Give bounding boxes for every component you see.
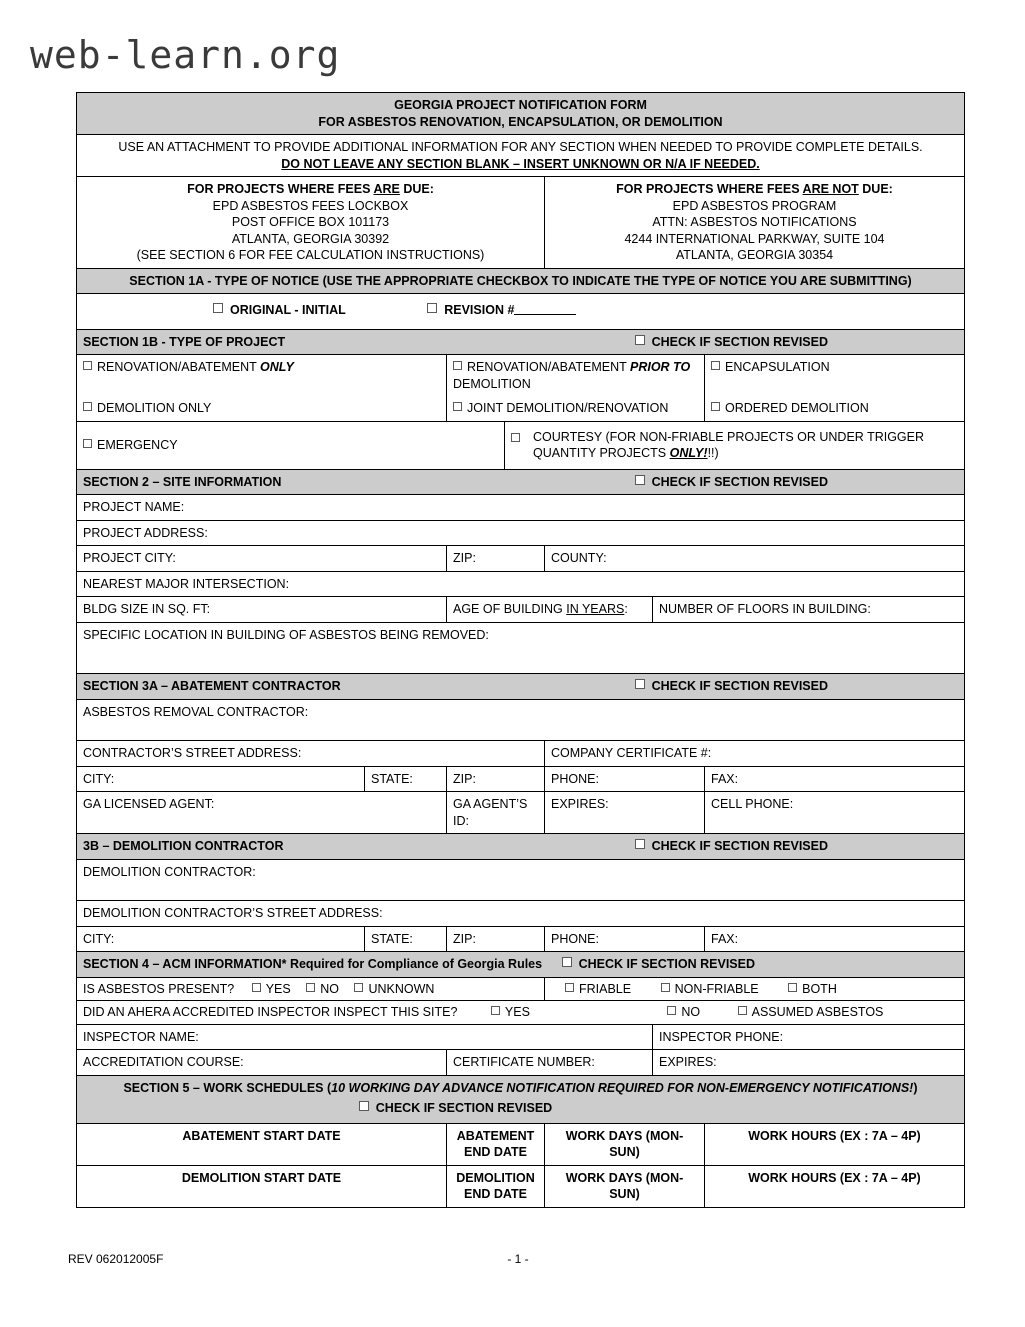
checkbox-icon[interactable] xyxy=(661,983,670,992)
fees-not-due-line-4: ATLANTA, GEORGIA 30354 xyxy=(675,248,834,262)
accreditation-expires-label: EXPIRES: xyxy=(659,1055,717,1069)
asbestos-present-option-no[interactable] xyxy=(306,982,339,996)
title-line-1: GEORGIA PROJECT NOTIFICATION FORM xyxy=(394,98,647,112)
option-renovation-only[interactable] xyxy=(77,355,447,397)
fees-not-due-heading-underlined: ARE NOT xyxy=(802,182,859,196)
abatement-work-hours-label: WORK HOURS (EX : 7A – 4P) xyxy=(748,1128,921,1143)
section-3a-heading xyxy=(77,674,965,700)
project-address-field[interactable] xyxy=(77,520,965,546)
fees-not-due-heading-pre: FOR PROJECTS WHERE FEES xyxy=(616,182,803,196)
section-1b-heading-row xyxy=(77,329,965,355)
contractor-fax-label: FAX: xyxy=(711,771,739,786)
project-name-label: PROJECT NAME: xyxy=(83,500,185,514)
section-3a-revised-label: CHECK IF SECTION REVISED xyxy=(651,679,828,693)
ga-agent-id-field[interactable] xyxy=(447,792,545,834)
demolition-contractor-row xyxy=(77,859,965,901)
demolition-phone-label: PHONE: xyxy=(551,931,599,946)
option-courtesy[interactable] xyxy=(505,421,965,469)
demolition-zip-label: ZIP: xyxy=(453,931,476,946)
section-3b-revised-label: CHECK IF SECTION REVISED xyxy=(651,839,828,853)
certificate-number-field[interactable] xyxy=(447,1050,653,1076)
ga-agent-row xyxy=(77,792,965,834)
project-county-field[interactable] xyxy=(545,546,965,572)
option-courtesy-line-2-post: !!) xyxy=(707,446,719,460)
checkbox-icon[interactable] xyxy=(738,1006,747,1015)
fees-due-line-1: EPD ASBESTOS FEES LOCKBOX xyxy=(212,198,409,213)
demolition-start-date-cell[interactable] xyxy=(77,1165,447,1207)
checkbox-icon[interactable] xyxy=(83,439,92,448)
section-1a-heading-row xyxy=(77,268,965,294)
contractor-city-label: CITY: xyxy=(83,771,115,786)
inspector-phone-field[interactable] xyxy=(653,1024,965,1050)
contractor-fax-field[interactable] xyxy=(705,766,965,792)
ga-agent-expires-label: EXPIRES: xyxy=(551,797,609,811)
ahera-option-assumed-label: ASSUMED ASBESTOS xyxy=(751,1005,884,1019)
checkbox-icon[interactable] xyxy=(252,983,261,992)
section-2-heading-row xyxy=(77,469,965,495)
schedule-row-abatement xyxy=(77,1123,965,1165)
ga-licensed-agent-field[interactable] xyxy=(77,792,447,834)
option-courtesy-line-2-pre: QUANTITY PROJECTS xyxy=(533,446,670,460)
inspector-phone-label: INSPECTOR PHONE: xyxy=(659,1029,784,1044)
project-city-field[interactable] xyxy=(77,546,447,572)
section-1b-options-row-1 xyxy=(77,355,965,397)
accreditation-course-label: ACCREDITATION COURSE: xyxy=(83,1055,244,1069)
demolition-city-field[interactable] xyxy=(77,926,365,952)
demolition-zip-field[interactable] xyxy=(447,926,545,952)
option-original-initial[interactable] xyxy=(213,302,346,319)
removal-contractor-field[interactable] xyxy=(77,699,965,741)
checkbox-icon[interactable] xyxy=(711,361,720,370)
fees-due-line-2: POST OFFICE BOX 101173 xyxy=(231,215,390,229)
contractor-state-label: STATE: xyxy=(371,771,413,786)
specific-location-field[interactable] xyxy=(77,622,965,674)
option-renovation-prior-post: DEMOLITION xyxy=(453,376,531,391)
section-5-heading-post: ) xyxy=(913,1080,918,1095)
option-revision-label: REVISION # xyxy=(444,303,515,317)
option-courtesy-emphasis: ONLY! xyxy=(669,446,708,460)
demolition-work-hours-label: WORK HOURS (EX : 7A – 4P) xyxy=(748,1170,921,1185)
section-5-heading-pre: SECTION 5 – WORK SCHEDULES ( xyxy=(123,1080,332,1095)
nearest-intersection-field[interactable] xyxy=(77,571,965,597)
option-renovation-prior-to-demolition[interactable] xyxy=(447,355,705,397)
option-renovation-prior-label: RENOVATION/ABATEMENT xyxy=(467,360,630,374)
nearest-intersection-label: NEAREST MAJOR INTERSECTION: xyxy=(83,576,290,591)
form-title-row xyxy=(77,93,965,135)
section-1a-options xyxy=(77,294,965,330)
abatement-work-days-cell[interactable] xyxy=(545,1123,705,1165)
demolition-contractor-field[interactable] xyxy=(77,859,965,901)
company-certificate-field[interactable] xyxy=(545,741,965,767)
section-2-heading-label: SECTION 2 – SITE INFORMATION xyxy=(83,474,282,489)
ahera-inspection-group xyxy=(77,1001,965,1025)
checkbox-icon[interactable] xyxy=(788,983,797,992)
section-5-heading xyxy=(77,1075,965,1123)
checkbox-icon[interactable] xyxy=(83,361,92,370)
notification-form xyxy=(76,92,964,1208)
checkbox-icon[interactable] xyxy=(667,1006,676,1015)
demolition-street-address-field[interactable] xyxy=(77,901,965,927)
demolition-city-label: CITY: xyxy=(83,931,115,946)
age-of-building-label-underlined: IN YEARS xyxy=(566,602,625,616)
contractor-street-address-field[interactable] xyxy=(77,741,545,767)
fees-due-address xyxy=(77,177,545,269)
friability-option-friable[interactable] xyxy=(565,982,631,996)
option-joint-demolition-renovation[interactable] xyxy=(447,396,705,421)
checkbox-icon[interactable] xyxy=(635,475,645,485)
ahera-label: DID AN AHERA ACCREDITED INSPECTOR INSPECT THIS SITE? xyxy=(83,1005,458,1019)
contractor-address-row xyxy=(77,741,965,767)
abatement-start-date-label: ABATEMENT START DATE xyxy=(182,1128,341,1143)
page-footer xyxy=(68,1252,968,1270)
project-city-row xyxy=(77,546,965,572)
checkbox-icon[interactable] xyxy=(453,402,462,411)
section-2-revised-label: CHECK IF SECTION REVISED xyxy=(651,474,828,489)
section-4-heading-label: SECTION 4 – ACM INFORMATION* xyxy=(83,957,287,971)
section-5-heading-row xyxy=(77,1075,965,1123)
number-of-floors-label: NUMBER OF FLOORS IN BUILDING: xyxy=(659,602,871,616)
fees-not-due-address xyxy=(545,177,965,269)
fees-due-heading-underlined: ARE xyxy=(373,182,400,196)
fees-not-due-heading xyxy=(551,181,958,198)
project-county-label: COUNTY: xyxy=(551,551,607,565)
demolition-phone-field[interactable] xyxy=(545,926,705,952)
contractor-zip-field[interactable] xyxy=(447,766,545,792)
checkbox-icon[interactable] xyxy=(306,983,315,992)
section-5-revised-label: CHECK IF SECTION REVISED xyxy=(375,1101,553,1115)
asbestos-present-option-unknown-label: UNKNOWN xyxy=(368,981,435,996)
bldg-size-field[interactable] xyxy=(77,597,447,623)
ahera-option-no-label: NO xyxy=(681,1005,701,1019)
friability-option-non-friable[interactable] xyxy=(661,982,759,996)
section-5-revised-check[interactable] xyxy=(83,1096,958,1117)
ahera-inspection-row xyxy=(77,1001,965,1025)
checkbox-icon[interactable] xyxy=(511,433,520,442)
option-revision[interactable] xyxy=(427,302,576,319)
demolition-street-address-label: DEMOLITION CONTRACTOR’S STREET ADDRESS: xyxy=(83,906,383,920)
ahera-option-yes-label: YES xyxy=(504,1005,530,1019)
asbestos-present-option-yes[interactable] xyxy=(252,982,291,996)
abatement-end-date-cell[interactable] xyxy=(447,1123,545,1165)
section-4-revised-label: CHECK IF SECTION REVISED xyxy=(578,957,755,971)
option-emergency-label: EMERGENCY xyxy=(97,437,178,452)
checkbox-icon[interactable] xyxy=(427,303,437,313)
project-address-label: PROJECT ADDRESS: xyxy=(83,525,208,540)
fees-not-due-line-1: EPD ASBESTOS PROGRAM xyxy=(672,198,837,213)
section-2-heading xyxy=(77,469,965,495)
project-zip-label: ZIP: xyxy=(453,551,476,565)
ga-licensed-agent-label: GA LICENSED AGENT: xyxy=(83,797,215,811)
demolition-end-date-label: DEMOLITION END DATE xyxy=(456,1170,535,1201)
project-name-row xyxy=(77,495,965,521)
checkbox-icon[interactable] xyxy=(213,303,223,313)
demolition-city-row xyxy=(77,926,965,952)
friability-group xyxy=(545,977,965,1001)
friability-option-non-friable-label: NON-FRIABLE xyxy=(674,981,759,996)
checkbox-icon[interactable] xyxy=(565,983,574,992)
ga-agent-cell-phone-field[interactable] xyxy=(705,792,965,834)
fees-not-due-line-3: 4244 INTERNATIONAL PARKWAY, SUITE 104 xyxy=(624,231,885,246)
ahera-option-no[interactable] xyxy=(667,1005,700,1019)
fees-not-due-line-2: ATTN: ASBESTOS NOTIFICATIONS xyxy=(652,215,857,229)
section-5-heading-emphasis: 10 WORKING DAY ADVANCE NOTIFICATION REQUIRED FOR NON-EMERGENCY NOTIFICATIONS! xyxy=(331,1080,914,1095)
checkbox-icon[interactable] xyxy=(635,679,645,689)
option-renovation-prior-emphasis: PRIOR TO xyxy=(629,360,691,374)
abatement-end-date-label: ABATEMENT END DATE xyxy=(456,1128,535,1159)
section-3b-revised-check[interactable] xyxy=(635,838,958,855)
note-line-2: DO NOT LEAVE ANY SECTION BLANK – INSERT UNKNOWN OR N/A IF NEEDED. xyxy=(281,156,760,171)
option-renovation-only-label: RENOVATION/ABATEMENT xyxy=(97,360,260,374)
option-original-initial-label: ORIGINAL - INITIAL xyxy=(230,303,346,317)
inspector-name-label: INSPECTOR NAME: xyxy=(83,1029,199,1044)
schedule-row-demolition xyxy=(77,1165,965,1207)
checkbox-icon[interactable] xyxy=(635,335,645,345)
section-1b-revised-check[interactable] xyxy=(635,334,958,351)
ga-agent-id-label: GA AGENT’S ID: xyxy=(453,797,528,828)
option-emergency[interactable] xyxy=(77,421,505,469)
checkbox-icon[interactable] xyxy=(491,1006,500,1015)
option-renovation-only-emphasis: ONLY xyxy=(259,360,294,374)
footer-page-number: - 1 - xyxy=(507,1252,529,1266)
abatement-work-days-label: WORK DAYS (MON-SUN) xyxy=(565,1128,684,1159)
demolition-end-date-cell[interactable] xyxy=(447,1165,545,1207)
section-1b-options-row-2 xyxy=(77,396,965,421)
certificate-number-label: CERTIFICATE NUMBER: xyxy=(453,1055,595,1069)
asbestos-present-option-no-label: NO xyxy=(320,981,339,996)
inspector-row xyxy=(77,1024,965,1050)
section-4-heading xyxy=(77,952,965,978)
section-4-heading-rest: Required for Compliance of Georgia Rules xyxy=(286,957,543,971)
bldg-size-label: BLDG SIZE IN SQ. FT: xyxy=(83,602,211,616)
site-watermark: web-learn.org xyxy=(30,33,341,77)
project-zip-field[interactable] xyxy=(447,546,545,572)
option-demolition-only[interactable] xyxy=(77,396,447,421)
abatement-work-hours-cell[interactable] xyxy=(705,1123,965,1165)
checkbox-icon[interactable] xyxy=(635,839,645,849)
contractor-state-field[interactable] xyxy=(365,766,447,792)
note-line-1: USE AN ATTACHMENT TO PROVIDE ADDITIONAL INFORMATION FOR ANY SECTION WHEN NEEDED TO PROVIDE COMPLETE DETAILS. xyxy=(118,140,923,154)
checkbox-icon[interactable] xyxy=(453,361,462,370)
building-details-row xyxy=(77,597,965,623)
instruction-note-row xyxy=(77,135,965,177)
project-city-label: PROJECT CITY: xyxy=(83,551,176,565)
inspector-name-field[interactable] xyxy=(77,1024,653,1050)
section-4-heading-row xyxy=(77,952,965,978)
checkbox-icon[interactable] xyxy=(359,1101,369,1111)
contractor-zip-label: ZIP: xyxy=(453,771,476,786)
section-2-revised-check[interactable] xyxy=(635,474,958,491)
demolition-work-hours-cell[interactable] xyxy=(705,1165,965,1207)
age-of-building-label-post: : xyxy=(624,602,628,616)
section-1b-heading-label: SECTION 1B - TYPE OF PROJECT xyxy=(83,334,286,349)
section-3a-revised-check[interactable] xyxy=(635,678,958,695)
specific-location-row xyxy=(77,622,965,674)
friability-option-both[interactable] xyxy=(788,982,837,996)
company-certificate-label: COMPANY CERTIFICATE #: xyxy=(551,746,712,760)
ga-agent-cell-phone-label: CELL PHONE: xyxy=(711,797,794,811)
contractor-phone-label: PHONE: xyxy=(551,771,599,786)
section-1a-heading: SECTION 1A - TYPE OF NOTICE (USE THE APPROPRIATE CHECKBOX TO INDICATE THE TYPE OF NOTICE YOU ARE SUBMITTING) xyxy=(77,268,965,294)
removal-contractor-row xyxy=(77,699,965,741)
demolition-state-label: STATE: xyxy=(371,931,413,946)
fees-not-due-heading-post: DUE: xyxy=(858,182,893,196)
contractor-phone-field[interactable] xyxy=(545,766,705,792)
option-encapsulation[interactable] xyxy=(705,355,965,397)
ahera-option-assumed[interactable] xyxy=(738,1005,884,1019)
form-table xyxy=(76,92,965,1208)
checkbox-icon[interactable] xyxy=(83,402,92,411)
option-joint-demolition-renovation-label: JOINT DEMOLITION/RENOVATION xyxy=(467,401,669,415)
section-5-heading-line xyxy=(83,1080,958,1097)
contractor-city-row xyxy=(77,766,965,792)
asbestos-present-row xyxy=(77,977,965,1001)
accreditation-course-field[interactable] xyxy=(77,1050,447,1076)
project-name-field[interactable] xyxy=(77,495,965,521)
specific-location-label: SPECIFIC LOCATION IN BUILDING OF ASBESTOS BEING REMOVED: xyxy=(83,627,489,642)
contractor-street-address-label: CONTRACTOR’S STREET ADDRESS: xyxy=(83,746,302,760)
accreditation-row xyxy=(77,1050,965,1076)
demolition-fax-label: FAX: xyxy=(711,931,739,946)
fees-due-heading xyxy=(83,181,538,198)
revision-number-input[interactable] xyxy=(514,314,576,315)
option-ordered-demolition-label: ORDERED DEMOLITION xyxy=(725,401,869,415)
friability-option-both-label: BOTH xyxy=(802,981,837,996)
asbestos-present-label: IS ASBESTOS PRESENT? xyxy=(83,981,235,996)
fees-due-heading-post: DUE: xyxy=(399,182,434,196)
section-3a-heading-label: SECTION 3A – ABATEMENT CONTRACTOR xyxy=(83,679,341,693)
demolition-work-days-cell[interactable] xyxy=(545,1165,705,1207)
age-of-building-label-pre: AGE OF BUILDING xyxy=(453,602,567,616)
asbestos-present-option-yes-label: YES xyxy=(265,981,291,996)
project-address-row xyxy=(77,520,965,546)
ga-agent-expires-field[interactable] xyxy=(545,792,705,834)
fees-due-line-4: (SEE SECTION 6 FOR FEE CALCULATION INSTRUCTIONS) xyxy=(136,248,485,262)
removal-contractor-label: ASBESTOS REMOVAL CONTRACTOR: xyxy=(83,704,309,719)
checkbox-icon[interactable] xyxy=(354,983,363,992)
age-of-building-field[interactable] xyxy=(447,597,653,623)
option-encapsulation-label: ENCAPSULATION xyxy=(725,360,830,374)
fees-due-heading-pre: FOR PROJECTS WHERE FEES xyxy=(187,182,374,196)
section-1b-revised-label: CHECK IF SECTION REVISED xyxy=(651,334,828,349)
section-4-revised-check[interactable] xyxy=(562,957,755,971)
friability-option-friable-label: FRIABLE xyxy=(579,981,632,996)
form-title xyxy=(77,93,965,135)
footer-revision: REV 062012005F xyxy=(68,1252,164,1266)
ahera-option-yes[interactable] xyxy=(491,1005,530,1019)
accreditation-expires-field[interactable] xyxy=(653,1050,965,1076)
demolition-state-field[interactable] xyxy=(365,926,447,952)
demolition-work-days-label: WORK DAYS (MON-SUN) xyxy=(565,1170,684,1201)
section-1a-options-row xyxy=(77,294,965,330)
section-1b-heading xyxy=(77,329,965,355)
section-3a-heading-row xyxy=(77,674,965,700)
demolition-address-row xyxy=(77,901,965,927)
option-ordered-demolition[interactable] xyxy=(705,396,965,421)
section-3b-heading-row xyxy=(77,834,965,860)
option-courtesy-line-1: COURTESY (FOR NON-FRIABLE PROJECTS OR UNDER TRIGGER xyxy=(533,429,925,444)
number-of-floors-field[interactable] xyxy=(653,597,965,623)
instruction-note xyxy=(77,135,965,177)
address-blocks-row xyxy=(77,177,965,269)
section-3b-heading xyxy=(77,834,965,860)
checkbox-icon[interactable] xyxy=(562,957,572,967)
section-3b-heading-label: 3B – DEMOLITION CONTRACTOR xyxy=(83,839,284,853)
contractor-city-field[interactable] xyxy=(77,766,365,792)
fees-due-line-3: ATLANTA, GEORGIA 30392 xyxy=(231,231,390,246)
asbestos-present-group xyxy=(77,977,545,1001)
demolition-start-date-label: DEMOLITION START DATE xyxy=(181,1170,342,1185)
title-line-2: FOR ASBESTOS RENOVATION, ENCAPSULATION, OR DEMOLITION xyxy=(318,114,723,129)
demolition-contractor-label: DEMOLITION CONTRACTOR: xyxy=(83,864,256,879)
option-demolition-only-label: DEMOLITION ONLY xyxy=(97,401,212,415)
demolition-fax-field[interactable] xyxy=(705,926,965,952)
asbestos-present-option-unknown[interactable] xyxy=(354,982,434,996)
section-1b-options-row-3 xyxy=(77,421,965,469)
checkbox-icon[interactable] xyxy=(711,402,720,411)
nearest-intersection-row xyxy=(77,571,965,597)
abatement-start-date-cell[interactable] xyxy=(77,1123,447,1165)
